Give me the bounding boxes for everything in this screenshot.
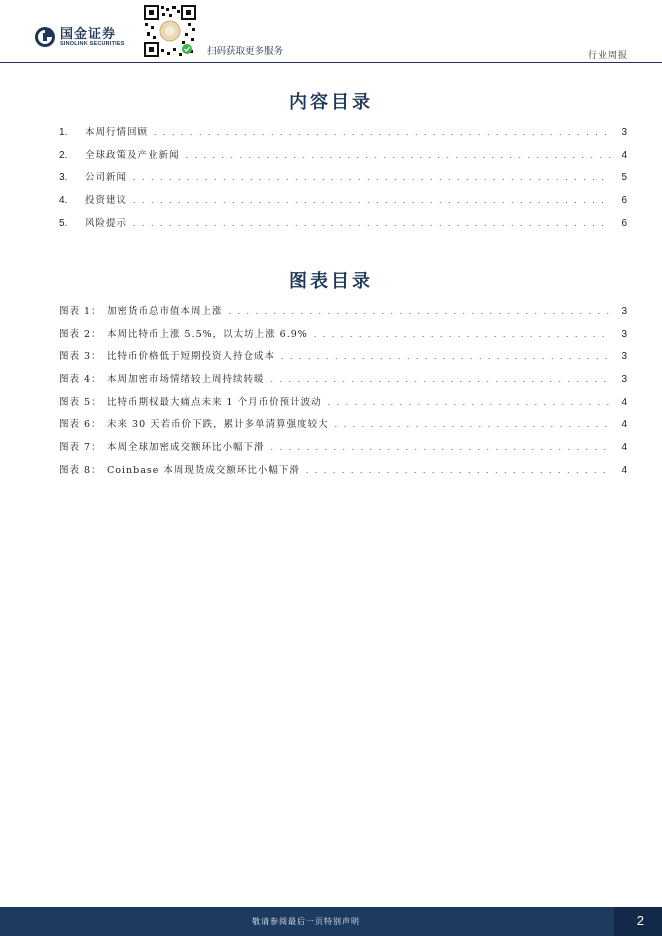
figures-item[interactable]	[59, 462, 627, 485]
dot-leader	[271, 442, 611, 452]
dot-leader	[133, 195, 611, 205]
figures-list	[59, 303, 627, 485]
dot-leader	[154, 127, 611, 137]
figures-item-number: 图表 6：	[59, 419, 102, 431]
contents-item-page: 5	[621, 172, 627, 184]
figures-item-title: 比特币期权最大痛点未来 1 个月币价预计波动	[107, 396, 322, 408]
figures-item-number: 图表 3：	[59, 351, 102, 363]
figures-item-page: 4	[621, 419, 627, 431]
contents-item-page: 6	[621, 217, 627, 229]
figures-item-number: 图表 5：	[59, 396, 102, 408]
figures-item-page: 3	[621, 351, 627, 363]
dot-leader	[306, 465, 611, 475]
dot-leader	[133, 172, 611, 182]
qr-code-icon[interactable]	[143, 4, 197, 58]
contents-item[interactable]	[59, 124, 627, 147]
figures-item-title: Coinbase 本周现货成交额环比小幅下滑	[107, 464, 300, 476]
figures-item-page: 4	[621, 396, 627, 408]
figures-item[interactable]	[59, 394, 627, 417]
figures-item-number: 图表 8：	[59, 464, 102, 476]
figures-item[interactable]	[59, 303, 627, 326]
dot-leader	[186, 150, 611, 160]
footer-disclaimer[interactable]: 敬请参阅最后一页特别声明	[252, 917, 360, 926]
contents-item-page: 6	[621, 195, 627, 207]
dot-leader	[314, 329, 611, 339]
figures-item-number: 图表 1：	[59, 306, 102, 317]
page-number-box	[614, 907, 662, 936]
dot-leader	[328, 397, 611, 407]
figures-item-number: 图表 7：	[59, 442, 102, 454]
figures-item-title: 本周全球加密成交额环比小幅下滑	[107, 442, 265, 454]
figures-item-page: 3	[621, 306, 627, 317]
qr-caption: 扫码获取更多服务	[207, 46, 284, 57]
contents-item-number: 3.	[59, 172, 68, 184]
figures-item[interactable]	[59, 439, 627, 462]
dot-leader	[281, 351, 611, 361]
sinolink-logo-icon	[34, 26, 56, 48]
figures-item[interactable]	[59, 416, 627, 439]
contents-list	[59, 124, 627, 237]
figures-item-page: 4	[621, 464, 627, 476]
contents-item-number: 5.	[59, 217, 68, 229]
contents-item-title: 公司新闻	[85, 172, 128, 184]
company-logo	[34, 26, 125, 48]
figures-item-title: 本周比特币上涨 5.5%，以太坊上涨 6.9%	[107, 328, 308, 340]
contents-item[interactable]	[59, 169, 627, 192]
dot-leader	[271, 374, 611, 384]
page-footer	[0, 907, 662, 936]
contents-item[interactable]	[59, 147, 627, 170]
figures-item-title: 本周加密市场情绪较上周持续转暖	[107, 374, 265, 386]
dot-leader	[133, 218, 611, 228]
contents-item-title: 风险提示	[85, 217, 128, 229]
contents-item-number: 4.	[59, 195, 68, 207]
contents-item-title: 投资建议	[85, 195, 128, 207]
contents-item-page: 4	[621, 149, 627, 161]
contents-item-number: 2.	[59, 149, 68, 161]
figures-item-page: 3	[621, 374, 627, 386]
logo-chinese-name: 国金证券	[60, 25, 117, 41]
figures-item[interactable]	[59, 326, 627, 349]
contents-item[interactable]	[59, 192, 627, 215]
logo-english-name: SINOLINK SECURITIES	[60, 40, 125, 47]
contents-item-title: 全球政策及产业新闻	[85, 149, 180, 161]
figures-item-number: 图表 2：	[59, 328, 102, 340]
figures-item-page: 4	[621, 442, 627, 454]
document-type-label: 行业周报	[587, 51, 628, 61]
page-number: 2	[636, 913, 644, 928]
figures-title: 图表目录	[289, 271, 373, 292]
contents-item-page: 3	[621, 127, 627, 138]
page-header	[0, 0, 662, 64]
figures-item-title: 比特币价格低于短期投资人持仓成本	[107, 351, 276, 363]
contents-item-title: 本周行情回顾	[85, 127, 149, 138]
header-divider	[0, 62, 662, 63]
figures-item-number: 图表 4：	[59, 374, 102, 386]
contents-item[interactable]	[59, 215, 627, 238]
figures-item[interactable]	[59, 348, 627, 371]
figures-item[interactable]	[59, 371, 627, 394]
figures-item-title: 加密货币总市值本周上涨	[107, 306, 223, 317]
dot-leader	[229, 306, 611, 316]
dot-leader	[335, 419, 611, 429]
contents-title: 内容目录	[289, 92, 373, 113]
contents-item-number: 1.	[59, 127, 68, 138]
figures-item-page: 3	[621, 328, 627, 340]
figures-item-title: 未来 30 天若币价下跌，累计多单清算强度较大	[107, 419, 329, 431]
